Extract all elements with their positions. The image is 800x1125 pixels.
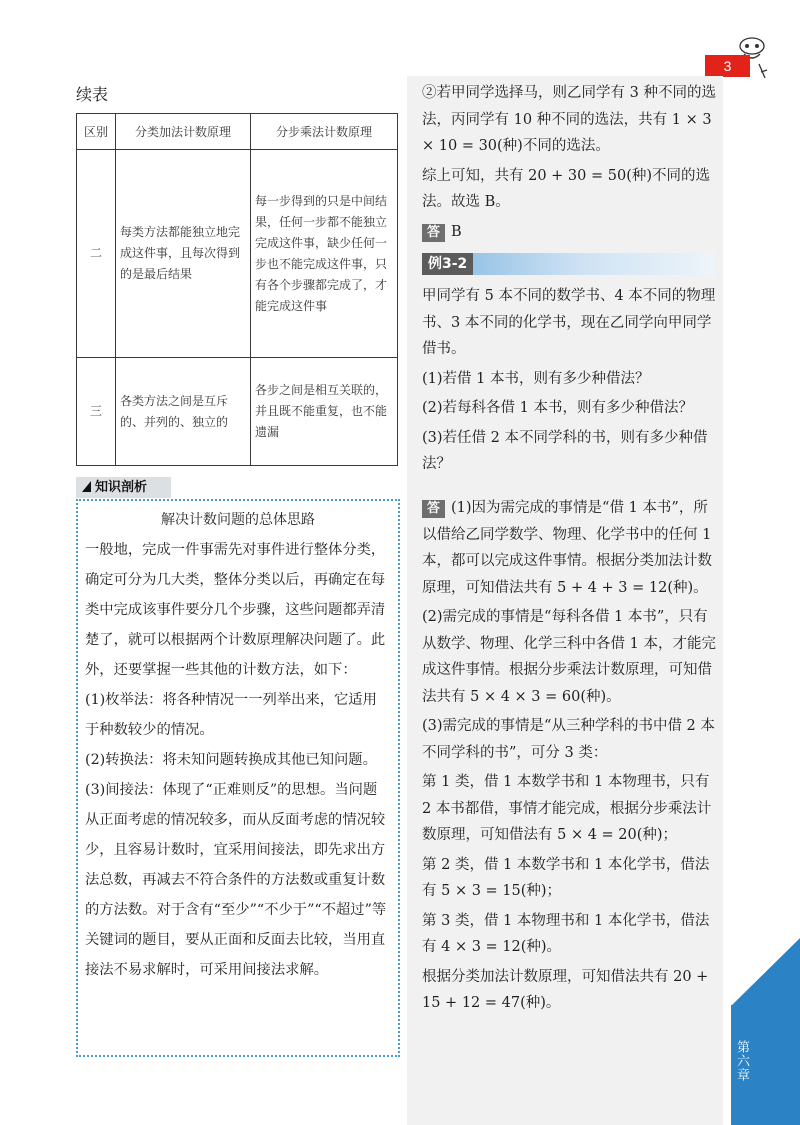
knowledge-header	[76, 477, 171, 498]
triangle-icon	[82, 481, 91, 492]
table-cell: 二	[77, 150, 116, 358]
answer-paragraph: 第 1 类，借 1 本数学书和 1 本物理书，只有 2 本书都借，事情才能完成，根据分步乘法计数原理，可知借法有 5 × 4 = 20(种)；	[422, 774, 712, 843]
table-header: 分类加法计数原理	[116, 114, 251, 150]
table-cell: 每一步得到的只是中间结果，任何一步都不能独立完成这件事，缺少任何一步也不能完成这件事，只有各个步骤都完成了，才能完成这件事	[251, 150, 398, 358]
answer-line	[422, 219, 718, 246]
page-number: 3	[705, 55, 750, 77]
answer-tag: 答	[422, 500, 445, 518]
answer-paragraph: 根据分类加法计数原理，可知借法共有 20 + 15 + 12 = 47(种)。	[422, 968, 709, 1011]
comparison-table	[76, 113, 398, 466]
question-paragraph: (1)若借 1 本书，则有多少种借法？	[422, 370, 650, 387]
knowledge-paragraph: (2)转换法：将未知问题转换成其他已知问题。	[85, 752, 377, 768]
answer-paragraph: (2)需完成的事情是“每科各借 1 本书”，只有从数学、物理、化学三科中各借 1 本，才能完成这件事情。根据分步乘法计数原理，可知借法共有 5 × 4 × 3 = 60(种)。	[422, 609, 716, 705]
table-cell: 三	[77, 358, 116, 466]
knowledge-title: 解决计数问题的总体思路	[161, 512, 315, 528]
example-question	[422, 283, 718, 481]
answer-text: (1)因为需完成的事情是“借 1 本书”，所以借给乙同学数学、物理、化学书中的任何 1 本，都可以完成这件事情。根据分类加法计数原理，可知借法共有 5 + 4 + 3 = 12(种)。	[422, 500, 712, 596]
table-row	[77, 358, 398, 466]
chapter-tab-wedge	[731, 938, 800, 1006]
knowledge-paragraph: (1)枚举法：将各种情况一一列举出来，它适用于种数较少的情况。	[85, 692, 377, 738]
table-cell: 各类方法之间是互斥的、并列的、独立的	[116, 358, 251, 466]
solution-paragraph: 综上可知，共有 20 + 30 = 50(种)不同的选法。故选 B。	[422, 167, 711, 210]
chapter-label: 第六章	[734, 1040, 749, 1082]
table-row	[77, 150, 398, 358]
table-header: 区别	[77, 114, 116, 150]
answer-paragraph: (3)需完成的事情是“从三种学科的书中借 2 本不同学科的书”，可分 3 类：	[422, 718, 715, 761]
answer-tag: 答	[422, 224, 445, 242]
knowledge-paragraph: (3)间接法：体现了“正难则反”的思想。当问题从正面考虑的情况较多，而从反面考虑的情况较少，且容易计数时，宜采用间接法，即先求出方法总数，再减去不符合条件的方法数或重复计数的方法数。对于含有“至少”“不少于”“不超过”等关键词的题目，要从正面和反面去比较，当用直接法不易求解时，可采用间接法求解。	[85, 782, 387, 978]
answer-paragraph: 第 2 类，借 1 本数学书和 1 本化学书，借法有 5 × 3 = 15(种)；	[422, 856, 710, 899]
table-header: 分步乘法计数原理	[251, 114, 398, 150]
table-cell: 每类方法都能独立地完成这件事，且每次得到的是最后结果	[116, 150, 251, 358]
knowledge-paragraph: 一般地，完成一件事需先对事件进行整体分类，确定可分为几大类，整体分类以后，再确定在每类中完成该事件要分几个步骤，这些问题都弄清楚了，就可以根据两个计数原理解决问题了。此外，还要掌握一些其他的计数方法，如下：	[85, 542, 386, 678]
knowledge-header-label: 知识剖析	[95, 480, 148, 495]
example-answer	[422, 495, 718, 1020]
example-bar	[422, 253, 715, 275]
answer-value: B	[451, 223, 462, 240]
question-paragraph: (2)若每科各借 1 本书，则有多少种借法？	[422, 400, 693, 416]
table-cell: 各步之间是相互关联的，并且既不能重复，也不能遗漏	[251, 358, 398, 466]
solution-paragraph: ②若甲同学选择马，则乙同学有 3 种不同的选法，丙同学有 10 种不同的选法，共有 1 × 3 × 10 = 30(种)不同的选法。	[422, 85, 716, 154]
answer-paragraph: 第 3 类，借 1 本物理书和 1 本化学书，借法有 4 × 3 = 12(种)。	[422, 912, 710, 955]
knowledge-box	[76, 499, 400, 1057]
previous-solution	[422, 80, 718, 248]
question-paragraph: (3)若任借 2 本不同学科的书，则有多少种借法？	[422, 429, 708, 472]
table-header-row	[77, 114, 398, 150]
continued-table-title: 续表	[76, 85, 109, 104]
question-paragraph: 甲同学有 5 本不同的数学书、4 本不同的物理书、3 本不同的化学书，现在乙同学向甲同学借书。	[422, 288, 716, 357]
answer-paragraph	[422, 495, 718, 601]
example-label: 例3-2	[422, 253, 473, 275]
